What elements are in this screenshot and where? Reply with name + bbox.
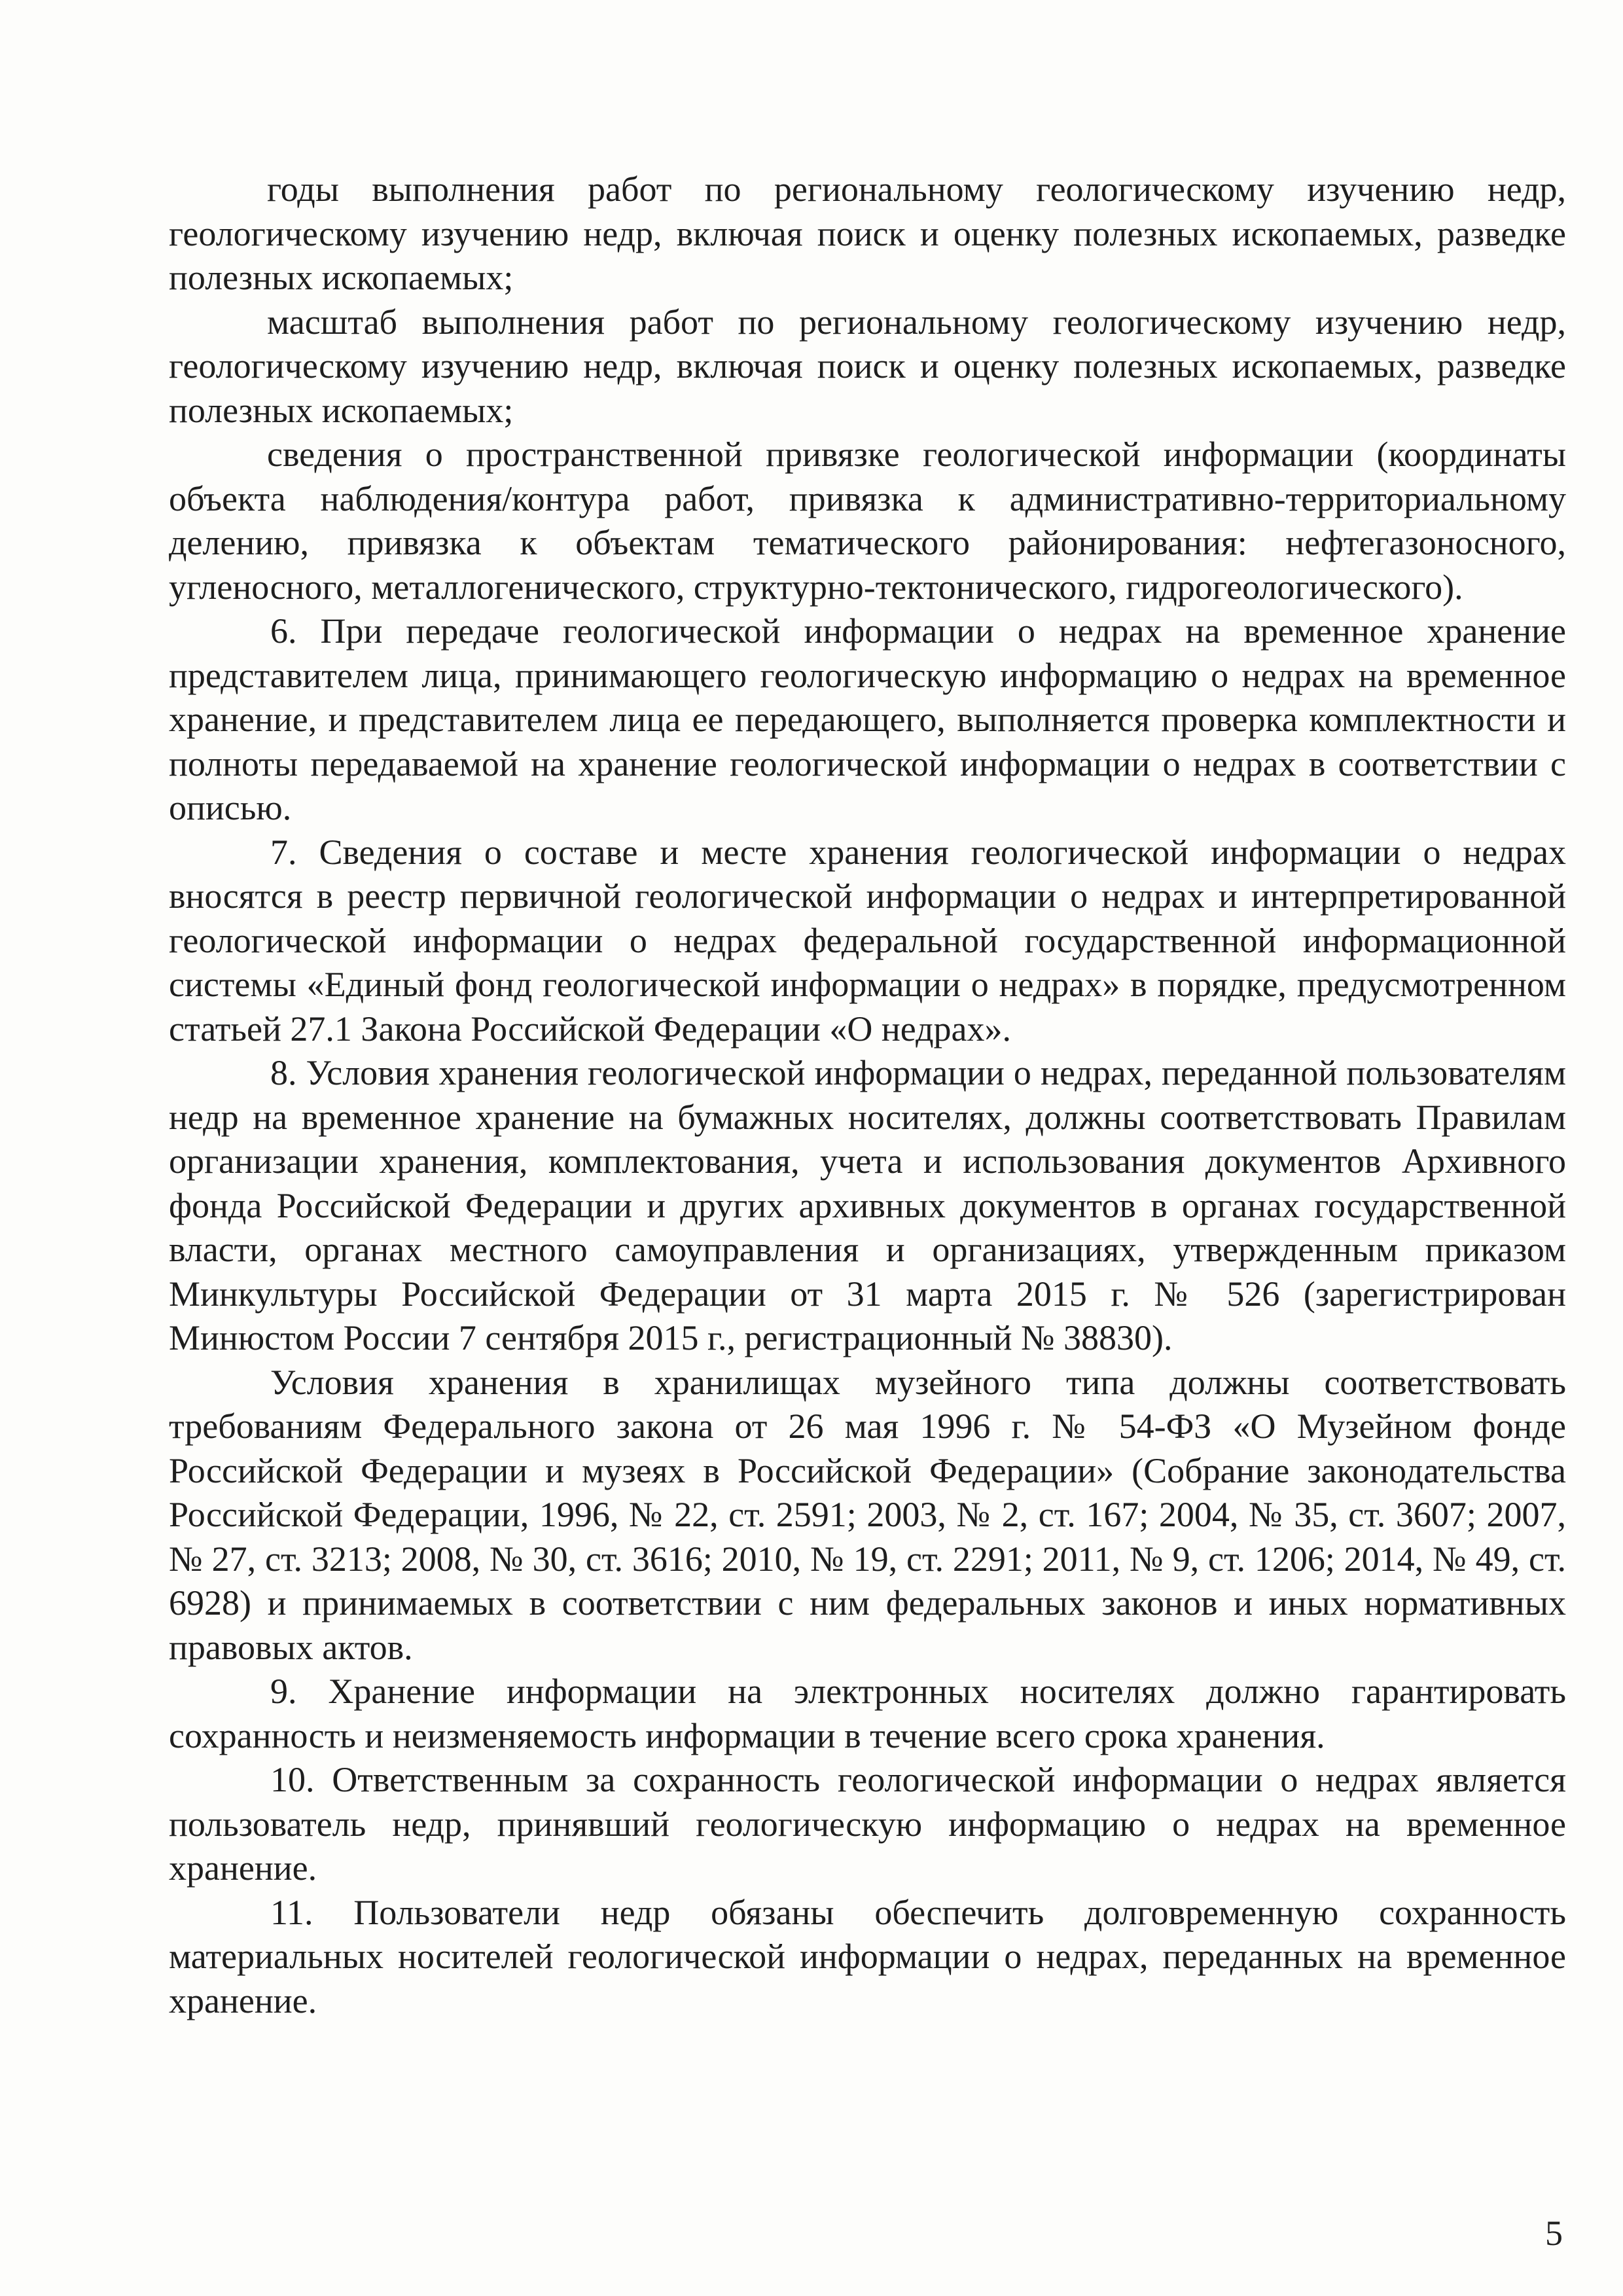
paragraph-museum-storage: Условия хранения в хранилищах музейного типа должны соответствовать требованиям Федерального закона от 26 мая 1996 г. № 54-ФЗ «О Музейном фонде Российской Федерации и музеях в Российской Федерации» (Собрание законодательства Российской Федерации, 1996, № 22, ст. 2591; 2003, № 2, ст. 167; 2004, № 35, ст. 3607; 2007, № 27, ст. 3213; 2008, № 30, ст. 3616; 2010, № 19, ст. 2291; 2011, № 9, ст. 1206; 2014, № 49, ст. 6928) и принимаемых в соответствии с ним федеральных законов и иных нормативных правовых актов. — [169, 1362, 1566, 1667]
paragraph-item-8: 8. Условия хранения геологической информации о недрах, переданной пользователям недр на временное хранение на бумажных носителях, должны соответствовать Правилам организации хранения, комплектования, учета и использования документов Архивного фонда Российской Федерации и других архивных документов в органах государственной власти, органах местного самоуправления и организациях, утвержденным приказом Минкультуры Российской Федерации от 31 марта 2015 г. № 526 (зарегистрирован Минюстом России 7 сентября 2015 г., регистрационный № 38830). — [169, 1053, 1566, 1357]
paragraph-item-7: 7. Сведения о составе и месте хранения геологической информации о недрах вносятся в реестр первичной геологической информации о недрах и интерпретированной геологической информации о недрах федеральной государственной информационной системы «Единый фонд геологической информации о недрах» в порядке, предусмотренном статьей 27.1 Закона Российской Федерации «О недрах». — [169, 832, 1566, 1049]
paragraph-item-10: 10. Ответственным за сохранность геологической информации о недрах является пользователь недр, принявший геологическую информацию о недрах на временное хранение. — [169, 1760, 1566, 1888]
document-body — [169, 168, 1566, 2023]
page-number: 5 — [1545, 2214, 1563, 2253]
paragraph-spatial-reference: сведения о пространственной привязке геологической информации (координаты объекта наблюдения/контура работ, привязка к административно-территориальному делению, привязка к объектам тематического районирования: нефтегазоносного, угленосного, металлогенического, структурно-тектонического, гидрогеологического). — [169, 435, 1566, 607]
paragraph-item-6: 6. При передаче геологической информации о недрах на временное хранение представителем лица, принимающего геологическую информацию о недрах на временное хранение, и представителем лица ее передающего, выполняется проверка комплектности и полноты передаваемой на хранение геологической информации о недрах в соответствии с описью. — [169, 611, 1566, 827]
paragraph-item-11: 11. Пользователи недр обязаны обеспечить долговременную сохранность материальных носителей геологической информации о недрах, переданных на временное хранение. — [169, 1892, 1566, 2020]
paragraph-scale-of-work: масштаб выполнения работ по региональному геологическому изучению недр, геологическому изучению недр, включая поиск и оценку полезных ископаемых, разведке полезных ископаемых; — [169, 302, 1566, 430]
paragraph-years-of-work: годы выполнения работ по региональному геологическому изучению недр, геологическому изучению недр, включая поиск и оценку полезных ископаемых, разведке полезных ископаемых; — [169, 170, 1566, 297]
paragraph-item-9: 9. Хранение информации на электронных носителях должно гарантировать сохранность и неизменяемость информации в течение всего срока хранения. — [169, 1672, 1566, 1755]
